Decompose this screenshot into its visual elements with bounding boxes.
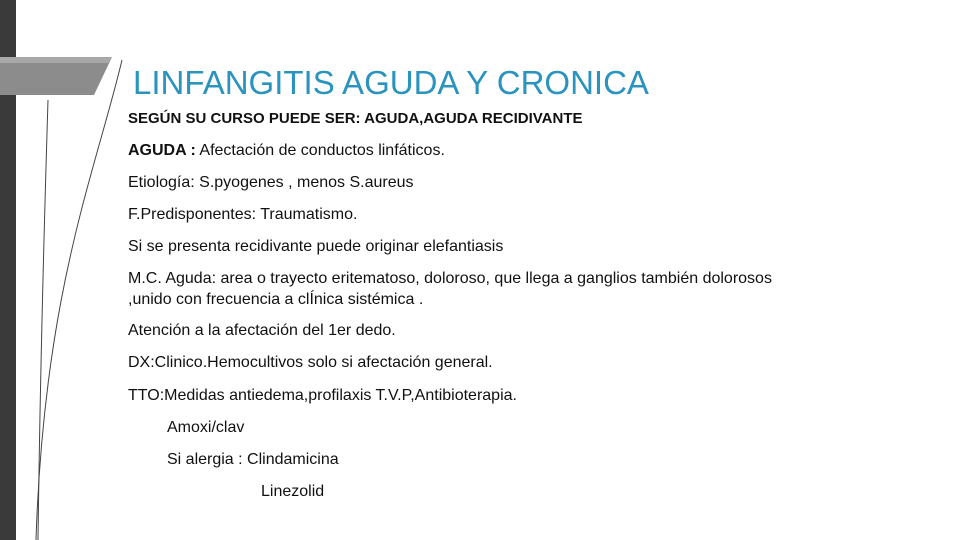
aguda-label: AGUDA : xyxy=(128,142,196,159)
slide-title: LINFANGITIS AGUDA Y CRONICA xyxy=(133,64,649,101)
tto-line: TTO:Medidas antiedema,profilaxis T.V.P,Antibioterapia. xyxy=(128,387,517,404)
decorative-curves xyxy=(0,0,140,540)
course-heading: SEGÚN SU CURSO PUEDE SER: AGUDA,AGUDA RECIDIVANTE xyxy=(128,110,583,127)
aguda-line xyxy=(128,141,445,160)
alergia-line: Si alergia : Clindamicina xyxy=(167,451,339,468)
aguda-text: Afectación de conductos linfáticos. xyxy=(195,142,445,159)
recidivante-line: Si se presenta recidivante puede originar elefantiasis xyxy=(128,238,504,255)
atencion-line: Atención a la afectación del 1er dedo. xyxy=(128,322,396,339)
dx-line: DX:Clinico.Hemocultivos solo si afectación general. xyxy=(128,354,493,371)
amoxi-line: Amoxi/clav xyxy=(167,419,245,436)
mc-line-2: ,unido con frecuencia a clÍnica sistémica . xyxy=(128,291,424,308)
mc-line-1: M.C. Aguda: area o trayecto eritematoso, doloroso, que llega a ganglios también dolorosos xyxy=(128,270,772,287)
predisponentes-line: F.Predisponentes: Traumatismo. xyxy=(128,206,358,223)
linezolid-line: Linezolid xyxy=(261,483,325,500)
etiologia-line: Etiología: S.pyogenes , menos S.aureus xyxy=(128,174,414,191)
